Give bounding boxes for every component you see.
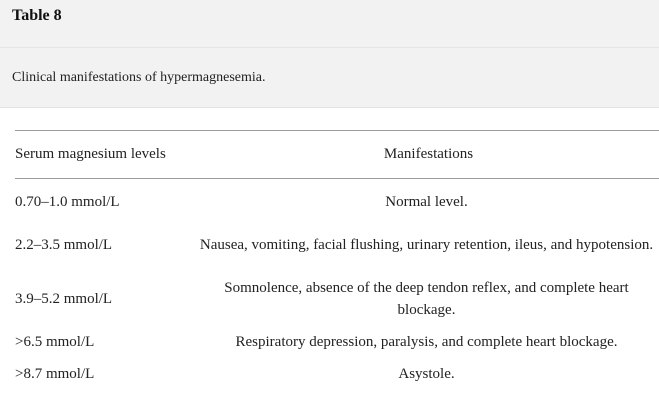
table-row [15,213,659,267]
table-row [15,321,659,353]
cell-level: 2.2–3.5 mmol/L [15,237,113,253]
table-row [15,353,659,385]
cell-manifestations: Respiratory depression, paralysis, and complete heart blockage. [235,334,618,350]
cell-level: 3.9–5.2 mmol/L [15,291,113,307]
cell-manifestations: Normal level. [385,194,468,210]
table-header-row [15,131,659,179]
column-header-level: Serum magnesium levels [15,146,166,162]
header-divider [0,47,659,48]
table-label: Table 8 [12,7,62,24]
data-table [15,130,659,385]
table-row [15,267,659,321]
cell-manifestations: Nausea, vomiting, facial flushing, urinary retention, ileus, and hypotension. [199,237,654,253]
cell-level: >8.7 mmol/L [15,366,95,382]
column-header-manifestations: Manifestations [383,146,474,162]
table-caption: Clinical manifestations of hypermagnesemia. [12,70,266,85]
table-header [0,0,659,108]
cell-manifestations: Asystole. [398,366,455,382]
cell-level: 0.70–1.0 mmol/L [15,194,120,210]
cell-level: >6.5 mmol/L [15,334,95,350]
cell-manifestations: Somnolence, absence of the deep tendon reflex, and complete heart blockage. [224,280,629,318]
table-row [15,179,659,214]
